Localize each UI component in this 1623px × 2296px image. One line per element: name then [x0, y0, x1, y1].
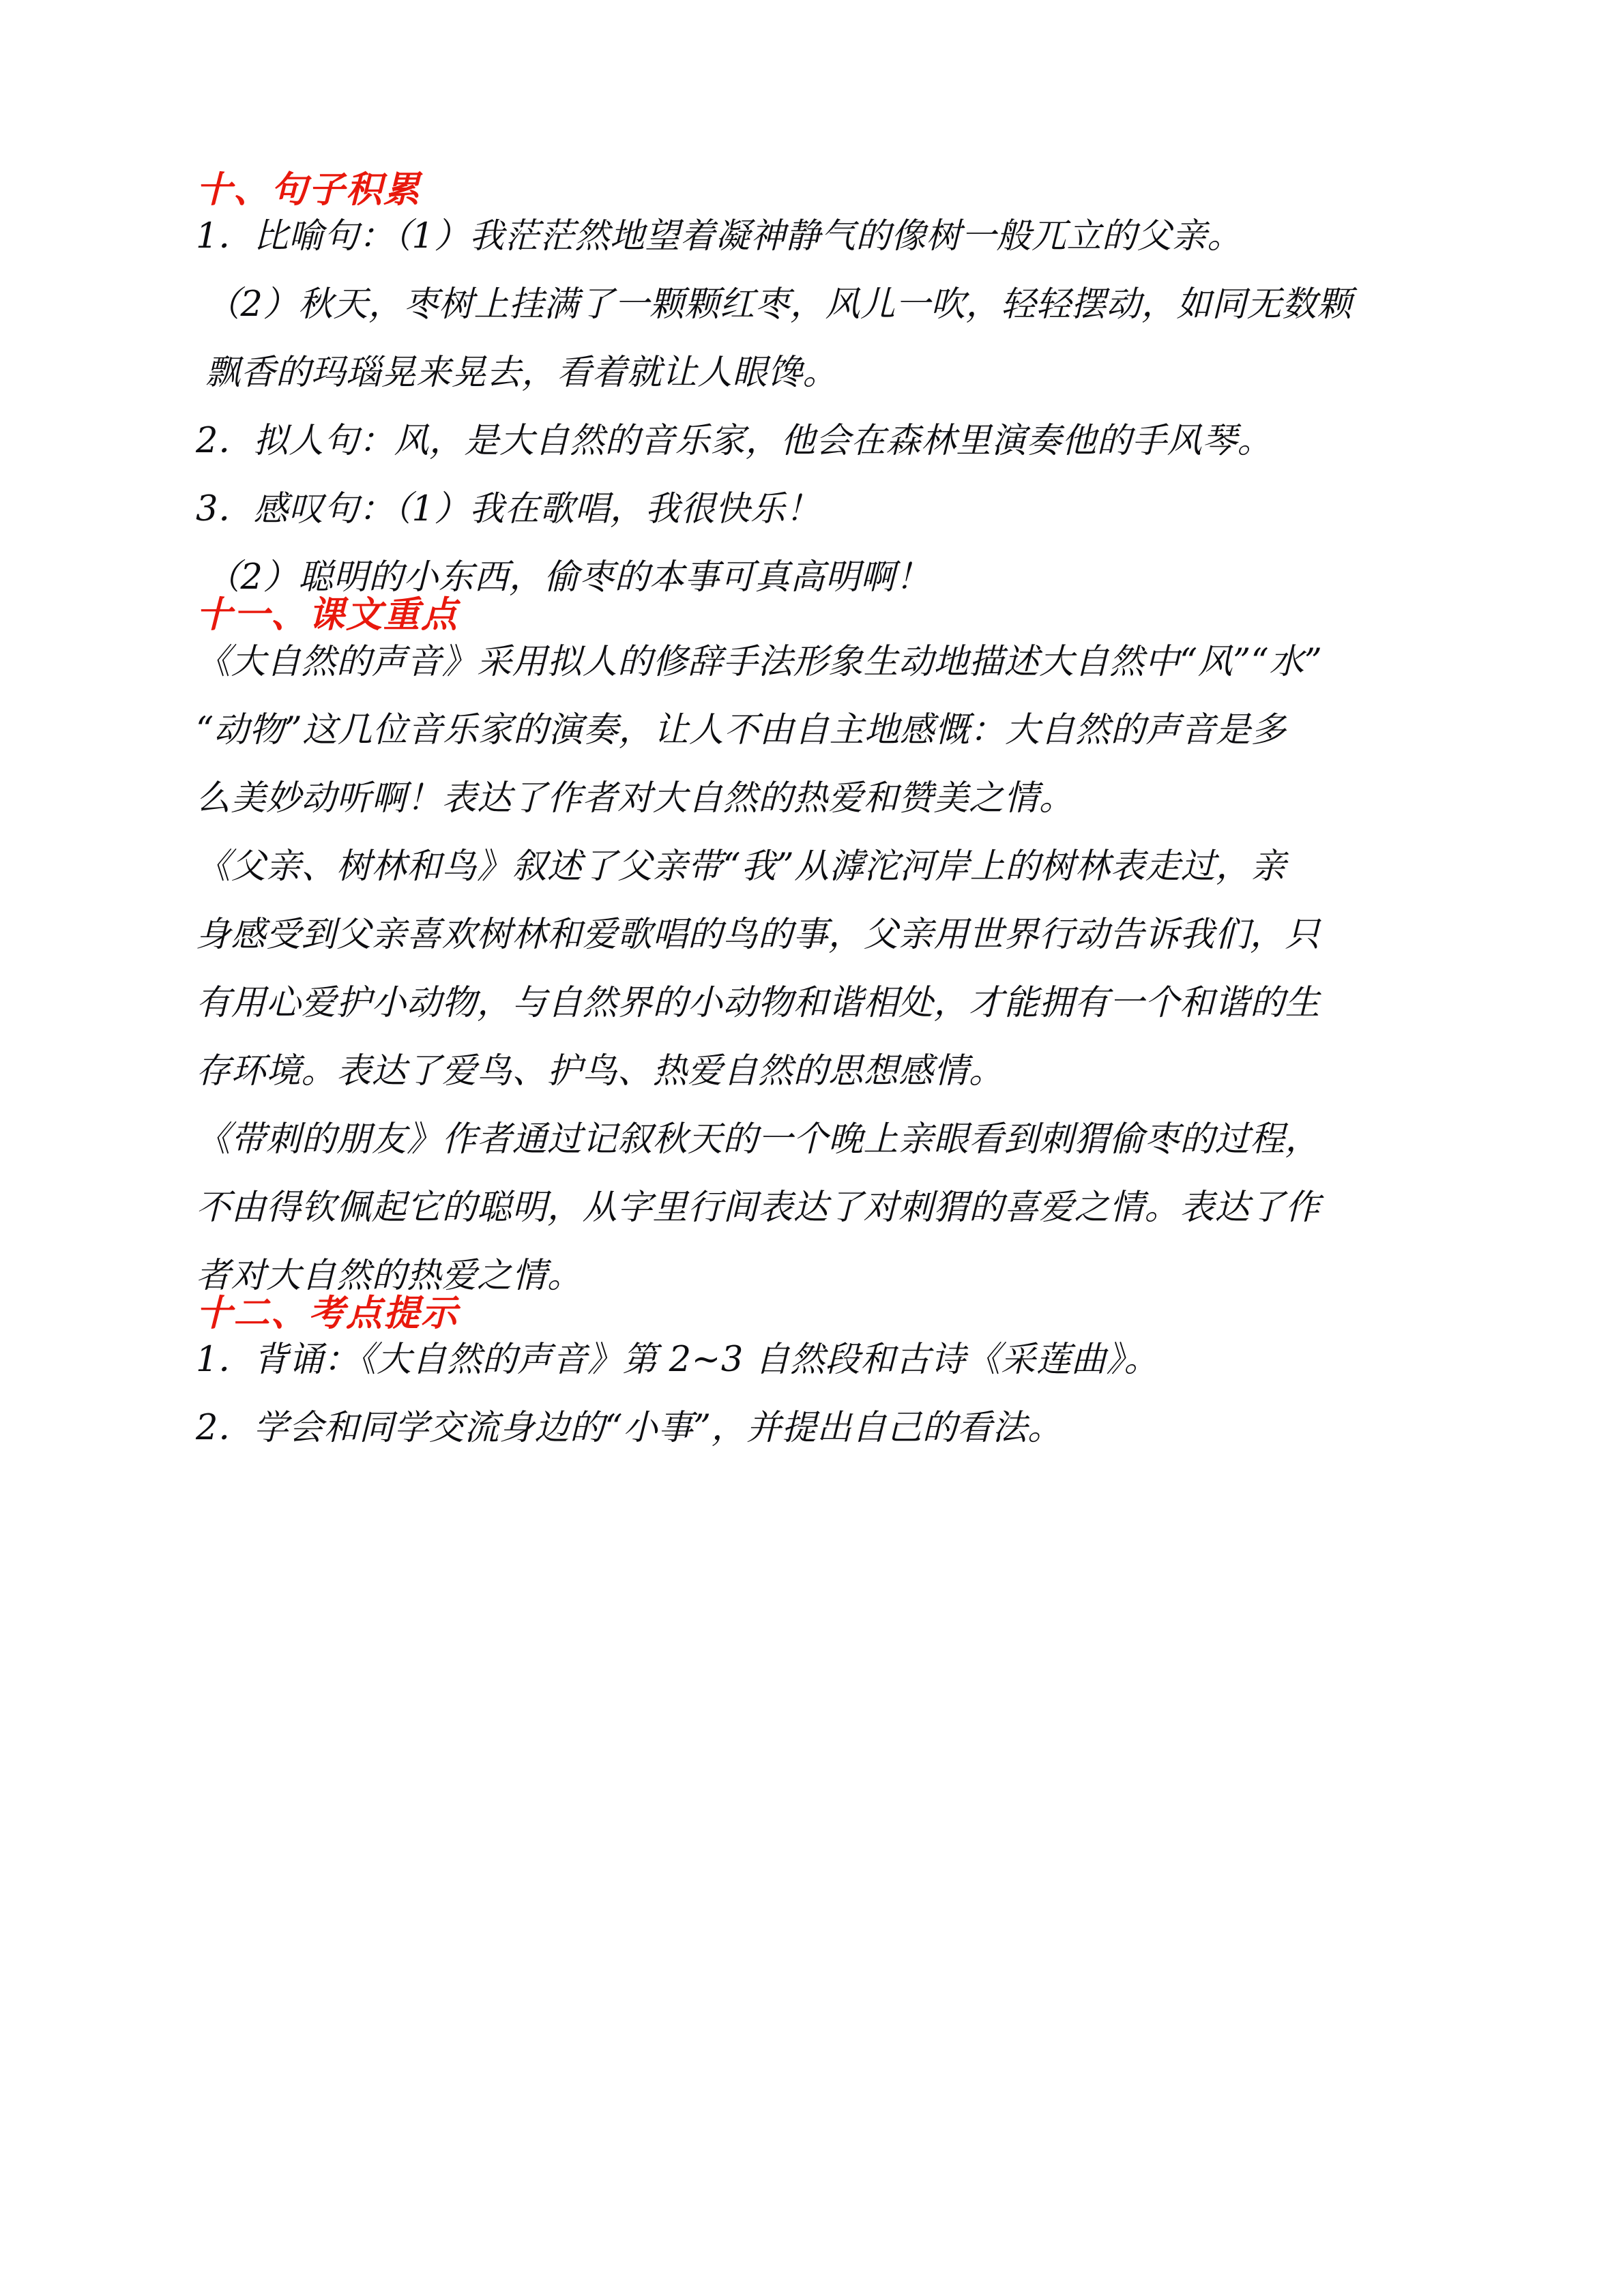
- body-line: 1．背诵：《大自然的声音》第 2~3 自然段和古诗《采莲曲》。: [196, 1340, 1160, 1381]
- body-line: 2．拟人句：风，是大自然的音乐家，他会在森林里演奏他的手风琴。: [196, 421, 1272, 462]
- body-line: 身感受到父亲喜欢树林和爱歌唱的鸟的事，父亲用世界行动告诉我们，只: [196, 914, 1321, 955]
- section-heading: 十二、考点提示: [196, 1291, 458, 1334]
- body-line: 《父亲、树林和鸟》叙述了父亲带“我”从滹沱河岸上的树林表走过，亲: [196, 846, 1287, 887]
- body-line: 不由得钦佩起它的聪明，从字里行间表达了对刺猬的喜爱之情。表达了作: [196, 1187, 1321, 1228]
- document-body: [196, 168, 1437, 1449]
- section-text-key-points: [196, 593, 1437, 1296]
- section-heading: 十一、课文重点: [196, 593, 458, 636]
- body-line: 存环境。表达了爱鸟、护鸟、热爱自然的思想感情。: [196, 1050, 1004, 1091]
- body-line: 1．比喻句：（1）我茫茫然地望着凝神静气的像树一般兀立的父亲。: [196, 216, 1242, 257]
- body-line: 么美妙动听啊！表达了作者对大自然的热爱和赞美之情。: [196, 778, 1074, 819]
- body-line: 者对大自然的热爱之情。: [196, 1255, 583, 1296]
- body-line: 飘香的玛瑙晃来晃去，看着就让人眼馋。: [205, 353, 838, 394]
- body-line: （2）秋天，枣树上挂满了一颗颗红枣，风儿一吹，轻轻摆动，如同无数颗: [205, 284, 1352, 325]
- section-heading: 十、句子积累: [196, 168, 421, 211]
- body-line: “动物”这几位音乐家的演奏，让人不由自主地感慨：大自然的声音是多: [196, 709, 1287, 750]
- body-line: 《大自然的声音》采用拟人的修辞手法形象生动地描述大自然中“风”“水”: [196, 641, 1323, 682]
- section-exam-point-tips: [196, 1291, 1437, 1449]
- body-line: （2）聪明的小东西，偷枣的本事可真高明啊！: [205, 557, 931, 598]
- body-line: 有用心爱护小动物，与自然界的小动物和谐相处，才能拥有一个和谐的生: [196, 982, 1321, 1023]
- body-line: 3．感叹句：（1）我在歌唱，我很快乐！: [196, 489, 821, 530]
- body-line: 2．学会和同学交流身边的“小事”，并提出自己的看法。: [196, 1408, 1063, 1449]
- body-line: 《带刺的朋友》作者通过记叙秋天的一个晚上亲眼看到刺猬偷枣的过程，: [196, 1119, 1321, 1160]
- section-sentence-accumulation: [196, 168, 1437, 598]
